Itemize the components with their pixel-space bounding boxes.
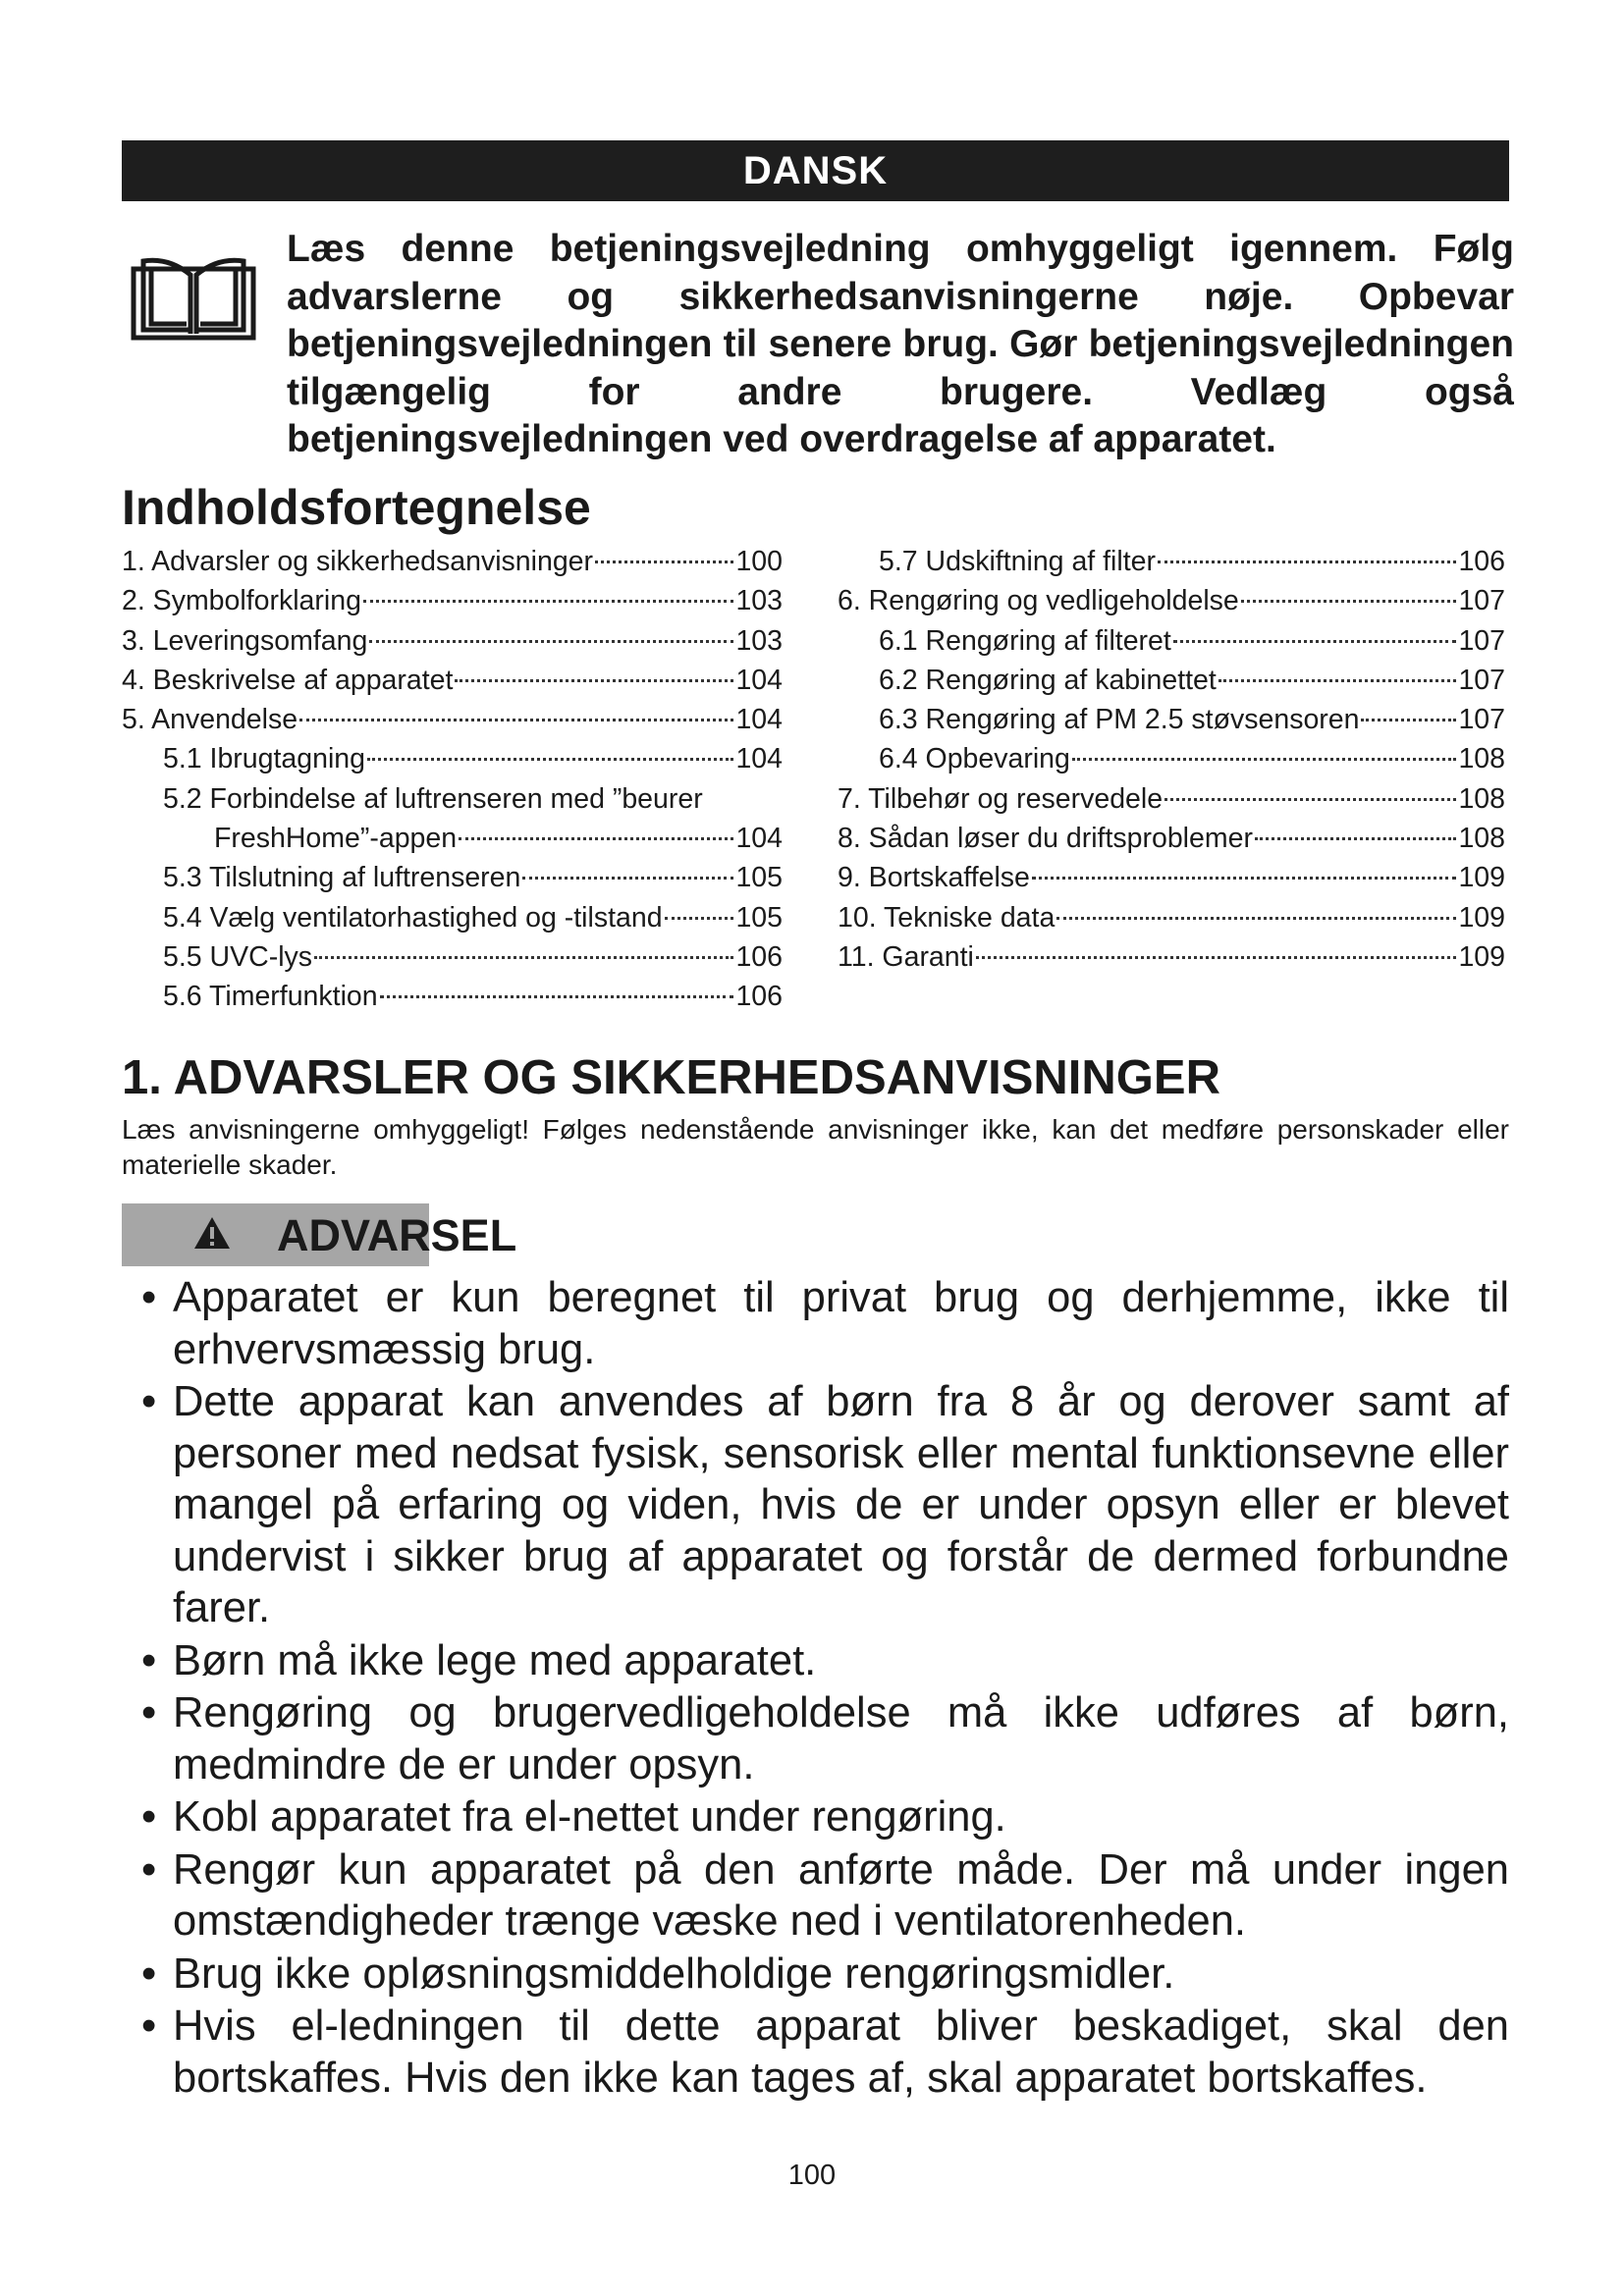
toc-entry[interactable]: [122, 977, 783, 1016]
toc-entry-label: 10. Tekniske data: [838, 901, 1056, 934]
toc-entry[interactable]: [122, 937, 783, 977]
dot-leader: [976, 956, 1457, 959]
warning-text: Hvis el-ledningen til dette apparat bliver beskadiget, skal den bortskaffes. Hvis den ikke kan tages af, skal apparatet bortskaffes.: [173, 2002, 1509, 2102]
toc-entry-continuation[interactable]: [122, 819, 783, 858]
dot-leader: [363, 600, 734, 603]
dot-leader: [1173, 640, 1457, 643]
dot-leader: [367, 758, 733, 761]
toc-entry-page: 109: [1458, 862, 1505, 894]
toc-entry-label: 6.2 Rengøring af kabinettet: [879, 664, 1217, 696]
dot-leader: [459, 837, 733, 840]
intro-instructions: Læs denne betjeningsvejledning omhyggeligt igennem. Følg advarslerne og sikkerhedsanvisningerne nøje. Opbevar betjeningsvejledningen til senere brug. Gør betjeningsvejledningen tilgængelig for andre brugere. Vedlæg også betjeningsvejledningen ved overdragelse af apparatet.: [287, 228, 1514, 460]
warning-list: [122, 1272, 1509, 2105]
toc-entry-page: 106: [735, 981, 783, 1013]
bullet: •: [141, 1274, 157, 1321]
dot-leader: [595, 561, 733, 563]
toc-entry-label: 6.4 Opbevaring: [879, 743, 1070, 775]
open-book-icon: [130, 236, 257, 342]
toc-entry-page: 109: [1458, 901, 1505, 934]
dot-leader: [522, 877, 733, 880]
toc-entry[interactable]: [122, 700, 783, 739]
toc-entry-label: 9. Bortskaffelse: [838, 862, 1030, 894]
list-item: [122, 1635, 1509, 1687]
toc-entry-label: 11. Garanti: [838, 940, 974, 973]
toc-entry-page: 108: [1458, 743, 1505, 775]
toc-entry-label: 4. Beskrivelse af apparatet: [122, 664, 454, 696]
section-intro: Læs anvisningerne omhyggeligt! Følges nedenstående anvisninger ikke, kan det medføre personskader eller materielle skader.: [122, 1114, 1509, 1180]
bullet: •: [141, 1636, 157, 1684]
toc-entry-label: 5.2 Forbindelse af luftrenseren med ”beurer: [163, 782, 703, 815]
bullet: •: [141, 2002, 157, 2050]
list-item: [122, 2001, 1509, 2104]
list-item: [122, 1687, 1509, 1790]
toc-entry-label: 8. Sådan løser du driftsproblemer: [838, 823, 1253, 855]
toc-left-column: [122, 542, 783, 1017]
warning-text: Rengør kun apparatet på den anførte måde. Der må under ingen omstændigheder trænge væske ned i ventilatorenheden.: [173, 1845, 1509, 1945]
toc-entry-label: 7. Tilbehør og reservedele: [838, 782, 1164, 815]
dot-leader: [1255, 837, 1456, 840]
list-item: [122, 1791, 1509, 1843]
list-item: [122, 1844, 1509, 1948]
toc-entry-page: 106: [735, 940, 783, 973]
toc-entry-label: 5.3 Tilslutning af luftrenseren: [163, 862, 521, 894]
toc-entry-page: 104: [735, 743, 783, 775]
warning-triangle-icon: [192, 1215, 232, 1251]
warning-text: Apparatet er kun beregnet til privat brug og derhjemme, ikke til erhvervsmæssig brug.: [173, 1274, 1509, 1373]
toc-entry[interactable]: [838, 937, 1505, 977]
toc-entry-label: 6. Rengøring og vedligeholdelse: [838, 585, 1239, 617]
toc-entry-label: 5.6 Timerfunktion: [163, 981, 378, 1013]
toc-entry[interactable]: [838, 661, 1505, 700]
dot-leader: [1361, 719, 1456, 721]
dot-leader: [1164, 798, 1456, 801]
toc-entry-label: 3. Leveringsomfang: [122, 624, 368, 657]
dot-leader: [380, 995, 734, 998]
toc-entry[interactable]: [122, 581, 783, 620]
toc-entry[interactable]: [122, 661, 783, 700]
dot-leader: [369, 640, 733, 643]
dot-leader: [1158, 561, 1456, 563]
warning-text: Dette apparat kan anvendes af børn fra 8 år og derover samt af personer med nedsat fysisk, sensorisk eller mental funktionsevne eller mangel på erfaring og viden, hvis de er under opsyn eller er blevet undervist i sikker brug af apparatet og forstår de dermed forbundne farer.: [173, 1378, 1509, 1631]
dot-leader: [1241, 600, 1457, 603]
toc-entry-page: 104: [735, 823, 783, 855]
dot-leader: [1072, 758, 1457, 761]
toc-entry-page: 107: [1458, 704, 1505, 736]
toc-entry-page: 103: [735, 624, 783, 657]
list-item: [122, 1949, 1509, 2001]
toc-entry[interactable]: [122, 542, 783, 581]
toc-entry-page: 104: [735, 704, 783, 736]
toc-entry-page: 107: [1458, 664, 1505, 696]
toc-entry[interactable]: [838, 700, 1505, 739]
toc-entry[interactable]: [838, 739, 1505, 778]
toc-entry[interactable]: [122, 739, 783, 778]
toc-entry-page: 103: [735, 585, 783, 617]
toc-entry[interactable]: [838, 858, 1505, 897]
dot-leader: [299, 719, 733, 721]
toc-entry[interactable]: [838, 779, 1505, 819]
toc-entry-page: 105: [735, 901, 783, 934]
dot-leader: [314, 956, 733, 959]
toc-entry[interactable]: [122, 621, 783, 661]
toc-entry-page: 105: [735, 862, 783, 894]
dot-leader: [455, 679, 733, 682]
dot-leader: [665, 917, 734, 920]
section-heading: 1. ADVARSLER OG SIKKERHEDSANVISNINGER: [122, 1051, 1220, 1104]
warning-text: Børn må ikke lege med apparatet.: [173, 1636, 817, 1684]
warning-text: Brug ikke opløsningsmiddelholdige rengøringsmidler.: [173, 1949, 1175, 1998]
toc-entry-page: 104: [735, 664, 783, 696]
toc-entry-page: 100: [735, 546, 783, 577]
toc-entry-label: 5.7 Udskiftning af filter: [879, 546, 1156, 577]
bullet: •: [141, 1793, 157, 1841]
toc-entry-label: 5.5 UVC-lys: [163, 940, 313, 973]
toc-entry[interactable]: [838, 542, 1505, 581]
list-item: [122, 1272, 1509, 1375]
toc-entry-label: 1. Advarsler og sikkerhedsanvisninger: [122, 546, 594, 577]
toc-entry-page: 107: [1458, 585, 1505, 617]
toc-entry[interactable]: [122, 858, 783, 897]
dot-leader: [1218, 679, 1457, 682]
toc-entry[interactable]: [122, 898, 783, 937]
toc-right-column: [838, 542, 1505, 977]
toc-entry-label: 5.4 Vælg ventilatorhastighed og -tilstand: [163, 901, 663, 934]
toc-entry-page: 109: [1458, 940, 1505, 973]
dot-leader: [1032, 877, 1457, 880]
bullet: •: [141, 1949, 157, 1998]
toc-entry-page: 108: [1458, 823, 1505, 855]
toc-entry[interactable]: [838, 621, 1505, 661]
page-number: 100: [787, 2160, 837, 2191]
warning-text: Rengøring og brugervedligeholdelse må ikke udføres af børn, medmindre de er under opsyn.: [173, 1689, 1509, 1789]
language-header-bar: DANSK: [122, 140, 1509, 201]
toc-title: Indholdsfortegnelse: [122, 480, 591, 535]
warning-text: Kobl apparatet fra el-nettet under rengøring.: [173, 1793, 1006, 1841]
bullet: •: [141, 1378, 157, 1425]
warning-label: ADVARSEL: [277, 1210, 517, 1260]
toc-entry[interactable]: [838, 581, 1505, 620]
toc-entry-label: 6.3 Rengøring af PM 2.5 støvsensoren: [879, 704, 1360, 736]
toc-entry-page: 106: [1458, 546, 1505, 577]
toc-entry-label: 5. Anvendelse: [122, 704, 298, 736]
bullet: •: [141, 1845, 157, 1894]
toc-entry[interactable]: [838, 819, 1505, 858]
bullet: •: [141, 1689, 157, 1736]
toc-entry[interactable]: [122, 779, 783, 819]
dot-leader: [1056, 917, 1456, 920]
list-item: [122, 1376, 1509, 1634]
toc-entry[interactable]: [838, 898, 1505, 937]
toc-entry-page: 107: [1458, 624, 1505, 657]
toc-entry-page: 108: [1458, 782, 1505, 815]
toc-entry-label: 2. Symbolforklaring: [122, 585, 361, 617]
toc-entry-label: 6.1 Rengøring af filteret: [879, 624, 1171, 657]
toc-entry-label: 5.1 Ibrugtagning: [163, 743, 365, 775]
toc-entry-label: FreshHome”-appen: [214, 823, 458, 855]
